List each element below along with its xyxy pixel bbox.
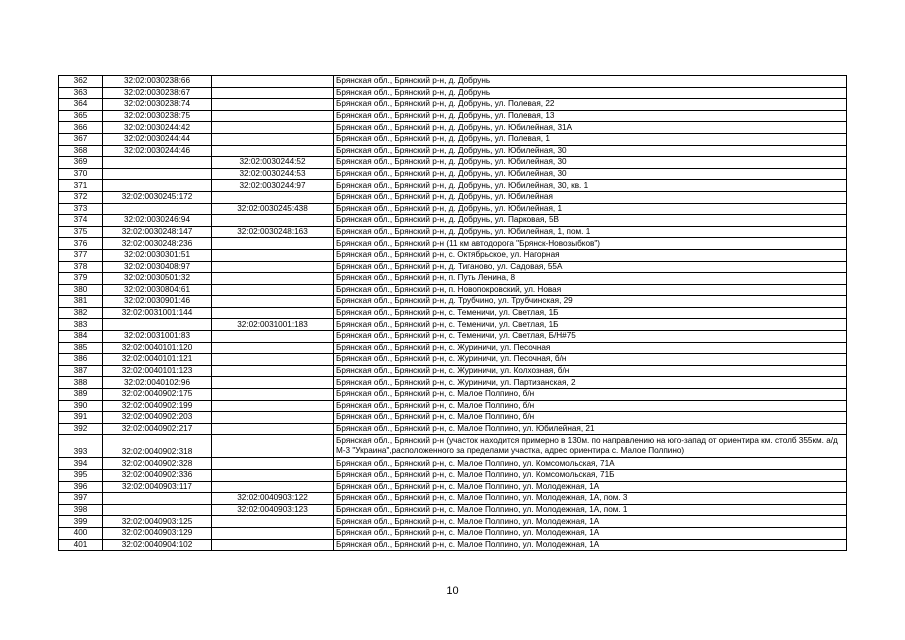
address-cell: Брянская обл., Брянский р-н, д. Добрунь, ул. Полевая, 13	[334, 110, 847, 122]
parcel-table	[58, 75, 847, 551]
table-row	[59, 504, 847, 516]
table-row	[59, 354, 847, 366]
table-row	[59, 342, 847, 354]
page-number: 10	[446, 585, 459, 597]
address-cell: Брянская обл., Брянский р-н, д. Трубчино, ул. Трубчинская, 29	[334, 296, 847, 308]
cadastral-number-secondary-cell	[212, 110, 334, 122]
address-cell: Брянская обл., Брянский р-н, с. Журиничи, ул. Песочная, б/н	[334, 354, 847, 366]
address-cell: Брянская обл., Брянский р-н, д. Добрунь, ул. Юбилейная, 30	[334, 168, 847, 180]
cadastral-number-cell	[103, 203, 212, 215]
cadastral-number-cell: 32:02:0030244:46	[103, 145, 212, 157]
row-number-cell: 374	[59, 215, 103, 227]
table-row	[59, 435, 847, 458]
cadastral-number-secondary-cell: 32:02:0040903:123	[212, 504, 334, 516]
address-cell: Брянская обл., Брянский р-н, с. Теменичи, ул. Светлая, 1Б	[334, 307, 847, 319]
address-cell: Брянская обл., Брянский р-н, д. Добрунь, ул. Полевая, 1	[334, 133, 847, 145]
table-row	[59, 99, 847, 111]
cadastral-number-cell: 32:02:0030901:46	[103, 296, 212, 308]
cadastral-number-secondary-cell: 32:02:0031001:183	[212, 319, 334, 331]
table-row	[59, 307, 847, 319]
cadastral-number-cell	[103, 493, 212, 505]
address-cell: Брянская обл., Брянский р-н, д. Добрунь	[334, 76, 847, 88]
row-number-cell: 381	[59, 296, 103, 308]
address-cell: Брянская обл., Брянский р-н, д. Добрунь, ул. Юбилейная, 1	[334, 203, 847, 215]
row-number-cell: 370	[59, 168, 103, 180]
row-number-cell: 390	[59, 400, 103, 412]
cadastral-number-secondary-cell	[212, 527, 334, 539]
row-number-cell: 380	[59, 284, 103, 296]
address-cell: Брянская обл., Брянский р-н, с. Малое Полпино, б/н	[334, 412, 847, 424]
table-row	[59, 238, 847, 250]
cadastral-number-cell: 32:02:0031001:144	[103, 307, 212, 319]
table-row	[59, 389, 847, 401]
row-number-cell: 371	[59, 180, 103, 192]
address-cell: Брянская обл., Брянский р-н, с. Теменичи, ул. Светлая, Б/Н#75	[334, 331, 847, 343]
cadastral-number-cell: 32:02:0030238:66	[103, 76, 212, 88]
cadastral-number-secondary-cell: 32:02:0030245:438	[212, 203, 334, 215]
cadastral-number-secondary-cell	[212, 435, 334, 458]
row-number-cell: 379	[59, 273, 103, 285]
address-cell: Брянская обл., Брянский р-н, с. Малое Полпино, ул. Юбилейная, 21	[334, 423, 847, 435]
cadastral-number-secondary-cell	[212, 249, 334, 261]
address-cell: Брянская обл., Брянский р-н, с. Журиничи, ул. Песочная	[334, 342, 847, 354]
row-number-cell: 391	[59, 412, 103, 424]
cadastral-number-secondary-cell	[212, 296, 334, 308]
row-number-cell: 396	[59, 481, 103, 493]
cadastral-number-cell: 32:02:0040101:121	[103, 354, 212, 366]
cadastral-number-secondary-cell	[212, 539, 334, 551]
address-cell: Брянская обл., Брянский р-н, д. Добрунь, ул. Юбилейная, 30	[334, 145, 847, 157]
address-cell: Брянская обл., Брянский р-н, п. Путь Ленина, 8	[334, 273, 847, 285]
parcel-table-body	[59, 76, 847, 551]
cadastral-number-secondary-cell	[212, 145, 334, 157]
cadastral-number-secondary-cell	[212, 400, 334, 412]
table-row	[59, 319, 847, 331]
row-number-cell: 366	[59, 122, 103, 134]
cadastral-number-secondary-cell	[212, 365, 334, 377]
address-cell: Брянская обл., Брянский р-н, с. Журиничи, ул. Колхозная, б/н	[334, 365, 847, 377]
address-cell: Брянская обл., Брянский р-н, д. Тиганово, ул. Садовая, 55А	[334, 261, 847, 273]
row-number-cell: 372	[59, 191, 103, 203]
address-cell: Брянская обл., Брянский р-н, д. Добрунь, ул. Полевая, 22	[334, 99, 847, 111]
address-cell: Брянская обл., Брянский р-н, с. Малое Полпино, б/н	[334, 389, 847, 401]
cadastral-number-secondary-cell	[212, 470, 334, 482]
row-number-cell: 382	[59, 307, 103, 319]
cadastral-number-cell: 32:02:0030248:236	[103, 238, 212, 250]
table-row	[59, 296, 847, 308]
table-row	[59, 110, 847, 122]
cadastral-number-secondary-cell: 32:02:0030248:163	[212, 226, 334, 238]
cadastral-number-cell: 32:02:0040902:217	[103, 423, 212, 435]
cadastral-number-secondary-cell	[212, 122, 334, 134]
cadastral-number-secondary-cell	[212, 261, 334, 273]
cadastral-number-cell: 32:02:0040902:336	[103, 470, 212, 482]
row-number-cell: 376	[59, 238, 103, 250]
address-cell: Брянская обл., Брянский р-н (участок находится примерно в 130м. по направлению на юго-запад от ориентира км. столб 355км. а/д М-3 "Украина",расположенного за пределами участка, адрес ориентира с. Малое Полпино)	[334, 435, 847, 458]
table-row	[59, 191, 847, 203]
table-row	[59, 412, 847, 424]
address-cell: Брянская обл., Брянский р-н, п. Новопокровский, ул. Новая	[334, 284, 847, 296]
cadastral-number-secondary-cell	[212, 215, 334, 227]
address-cell: Брянская обл., Брянский р-н, д. Добрунь, ул. Юбилейная, 1, пом. 1	[334, 226, 847, 238]
row-number-cell: 394	[59, 458, 103, 470]
row-number-cell: 401	[59, 539, 103, 551]
cadastral-number-cell: 32:02:0040902:203	[103, 412, 212, 424]
cadastral-number-cell	[103, 504, 212, 516]
row-number-cell: 393	[59, 435, 103, 458]
address-cell: Брянская обл., Брянский р-н, д. Добрунь, ул. Юбилейная, 30	[334, 157, 847, 169]
address-cell: Брянская обл., Брянский р-н, с. Малое Полпино, ул. Комсомольская, 71Б	[334, 470, 847, 482]
cadastral-number-secondary-cell	[212, 284, 334, 296]
row-number-cell: 389	[59, 389, 103, 401]
cadastral-number-cell: 32:02:0030501:32	[103, 273, 212, 285]
row-number-cell: 375	[59, 226, 103, 238]
cadastral-number-cell: 32:02:0030246:94	[103, 215, 212, 227]
row-number-cell: 392	[59, 423, 103, 435]
row-number-cell: 387	[59, 365, 103, 377]
table-row	[59, 226, 847, 238]
address-cell: Брянская обл., Брянский р-н, с. Малое Полпино, ул. Молодежная, 1А	[334, 481, 847, 493]
table-row	[59, 458, 847, 470]
cadastral-number-cell: 32:02:0030238:67	[103, 87, 212, 99]
cadastral-number-cell: 32:02:0030244:42	[103, 122, 212, 134]
row-number-cell: 368	[59, 145, 103, 157]
row-number-cell: 364	[59, 99, 103, 111]
cadastral-number-cell	[103, 168, 212, 180]
address-cell: Брянская обл., Брянский р-н, с. Малое Полпино, б/н	[334, 400, 847, 412]
cadastral-number-secondary-cell: 32:02:0030244:97	[212, 180, 334, 192]
cadastral-number-cell: 32:02:0040903:117	[103, 481, 212, 493]
table-row	[59, 516, 847, 528]
cadastral-number-cell: 32:02:0040102:96	[103, 377, 212, 389]
table-row	[59, 331, 847, 343]
address-cell: Брянская обл., Брянский р-н (11 км автодорога "Брянск-Новозыбков")	[334, 238, 847, 250]
row-number-cell: 383	[59, 319, 103, 331]
cadastral-number-cell: 32:02:0040903:125	[103, 516, 212, 528]
cadastral-number-cell: 32:02:0030245:172	[103, 191, 212, 203]
row-number-cell: 386	[59, 354, 103, 366]
cadastral-number-secondary-cell	[212, 516, 334, 528]
cadastral-number-cell: 32:02:0030244:44	[103, 133, 212, 145]
cadastral-number-secondary-cell	[212, 342, 334, 354]
cadastral-number-cell: 32:02:0040902:199	[103, 400, 212, 412]
address-cell: Брянская обл., Брянский р-н, с. Малое Полпино, ул. Молодежная, 1А	[334, 516, 847, 528]
address-cell: Брянская обл., Брянский р-н, с. Малое Полпино, ул. Молодежная, 1А	[334, 527, 847, 539]
row-number-cell: 373	[59, 203, 103, 215]
row-number-cell: 363	[59, 87, 103, 99]
cadastral-number-secondary-cell	[212, 389, 334, 401]
cadastral-number-secondary-cell	[212, 412, 334, 424]
table-row	[59, 481, 847, 493]
cadastral-number-secondary-cell	[212, 99, 334, 111]
cadastral-number-cell: 32:02:0040902:318	[103, 435, 212, 458]
table-row	[59, 377, 847, 389]
row-number-cell: 400	[59, 527, 103, 539]
address-cell: Брянская обл., Брянский р-н, д. Добрунь, ул. Парковая, 5В	[334, 215, 847, 227]
address-cell: Брянская обл., Брянский р-н, с. Теменичи, ул. Светлая, 1Б	[334, 319, 847, 331]
row-number-cell: 365	[59, 110, 103, 122]
table-row	[59, 365, 847, 377]
table-row	[59, 215, 847, 227]
address-cell: Брянская обл., Брянский р-н, д. Добрунь, ул. Юбилейная	[334, 191, 847, 203]
row-number-cell: 384	[59, 331, 103, 343]
table-row	[59, 133, 847, 145]
table-row	[59, 261, 847, 273]
cadastral-number-cell: 32:02:0040903:129	[103, 527, 212, 539]
table-row	[59, 493, 847, 505]
row-number-cell: 395	[59, 470, 103, 482]
cadastral-number-cell: 32:02:0030238:74	[103, 99, 212, 111]
address-cell: Брянская обл., Брянский р-н, с. Октябрьское, ул. Нагорная	[334, 249, 847, 261]
row-number-cell: 385	[59, 342, 103, 354]
address-cell: Брянская обл., Брянский р-н, с. Малое Полпино, ул. Молодежная, 1А, пом. 1	[334, 504, 847, 516]
table-row	[59, 203, 847, 215]
address-cell: Брянская обл., Брянский р-н, с. Малое Полпино, ул. Молодежная, 1А	[334, 539, 847, 551]
cadastral-number-secondary-cell	[212, 191, 334, 203]
address-cell: Брянская обл., Брянский р-н, д. Добрунь	[334, 87, 847, 99]
row-number-cell: 399	[59, 516, 103, 528]
table-row	[59, 423, 847, 435]
table-row	[59, 122, 847, 134]
row-number-cell: 397	[59, 493, 103, 505]
cadastral-number-secondary-cell	[212, 458, 334, 470]
row-number-cell: 367	[59, 133, 103, 145]
table-row	[59, 87, 847, 99]
cadastral-number-secondary-cell	[212, 87, 334, 99]
cadastral-number-cell: 32:02:0030408:97	[103, 261, 212, 273]
cadastral-number-cell	[103, 180, 212, 192]
table-row	[59, 168, 847, 180]
cadastral-number-secondary-cell	[212, 273, 334, 285]
table-row	[59, 273, 847, 285]
table-row	[59, 180, 847, 192]
table-row	[59, 400, 847, 412]
table-row	[59, 157, 847, 169]
cadastral-number-cell	[103, 157, 212, 169]
row-number-cell: 388	[59, 377, 103, 389]
row-number-cell: 378	[59, 261, 103, 273]
cadastral-number-cell: 32:02:0040902:175	[103, 389, 212, 401]
cadastral-number-secondary-cell	[212, 331, 334, 343]
cadastral-number-secondary-cell	[212, 238, 334, 250]
cadastral-number-cell	[103, 319, 212, 331]
table-row	[59, 539, 847, 551]
address-cell: Брянская обл., Брянский р-н, д. Добрунь, ул. Юбилейная, 30, кв. 1	[334, 180, 847, 192]
table-row	[59, 249, 847, 261]
table-row	[59, 145, 847, 157]
document-page	[58, 75, 847, 551]
row-number-cell: 398	[59, 504, 103, 516]
cadastral-number-cell: 32:02:0030301:51	[103, 249, 212, 261]
cadastral-number-cell: 32:02:0030238:75	[103, 110, 212, 122]
cadastral-number-secondary-cell	[212, 423, 334, 435]
cadastral-number-secondary-cell	[212, 354, 334, 366]
address-cell: Брянская обл., Брянский р-н, с. Журиничи, ул. Партизанская, 2	[334, 377, 847, 389]
cadastral-number-secondary-cell	[212, 133, 334, 145]
cadastral-number-secondary-cell: 32:02:0030244:52	[212, 157, 334, 169]
table-row	[59, 527, 847, 539]
row-number-cell: 369	[59, 157, 103, 169]
cadastral-number-secondary-cell	[212, 76, 334, 88]
cadastral-number-secondary-cell: 32:02:0030244:53	[212, 168, 334, 180]
table-row	[59, 76, 847, 88]
cadastral-number-cell: 32:02:0040101:120	[103, 342, 212, 354]
address-cell: Брянская обл., Брянский р-н, с. Малое Полпино, ул. Молодежная, 1А, пом. 3	[334, 493, 847, 505]
cadastral-number-cell: 32:02:0040101:123	[103, 365, 212, 377]
address-cell: Брянская обл., Брянский р-н, д. Добрунь, ул. Юбилейная, 31А	[334, 122, 847, 134]
cadastral-number-secondary-cell	[212, 481, 334, 493]
cadastral-number-secondary-cell	[212, 307, 334, 319]
cadastral-number-secondary-cell: 32:02:0040903:122	[212, 493, 334, 505]
cadastral-number-secondary-cell	[212, 377, 334, 389]
cadastral-number-cell: 32:02:0040904:102	[103, 539, 212, 551]
address-cell: Брянская обл., Брянский р-н, с. Малое Полпино, ул. Комсомольская, 71А	[334, 458, 847, 470]
cadastral-number-cell: 32:02:0040902:328	[103, 458, 212, 470]
cadastral-number-cell: 32:02:0030804:61	[103, 284, 212, 296]
cadastral-number-cell: 32:02:0030248:147	[103, 226, 212, 238]
row-number-cell: 362	[59, 76, 103, 88]
row-number-cell: 377	[59, 249, 103, 261]
table-row	[59, 284, 847, 296]
cadastral-number-cell: 32:02:0031001:83	[103, 331, 212, 343]
table-row	[59, 470, 847, 482]
